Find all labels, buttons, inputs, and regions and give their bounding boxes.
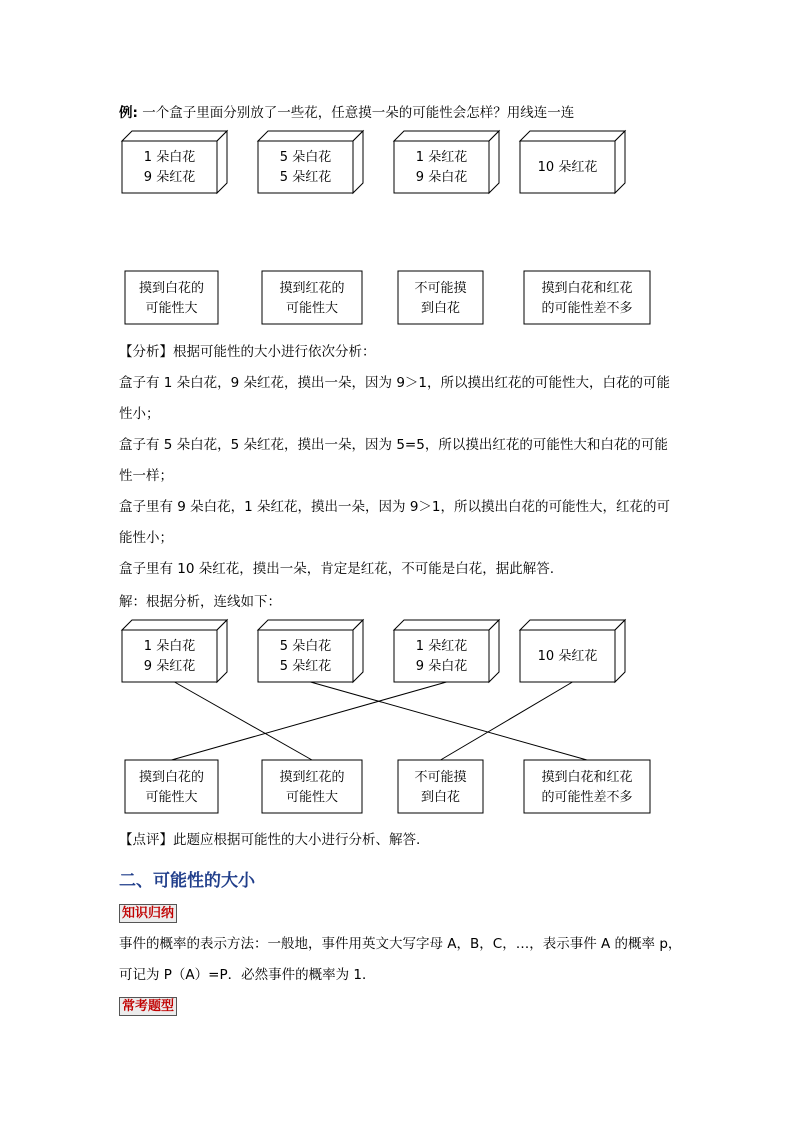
- option-box: [524, 760, 650, 813]
- option-line-1: 摸到红花的: [279, 770, 345, 785]
- option-line-2: 的可能性差不多: [541, 790, 633, 805]
- box-line-1: 1 朵白花: [143, 639, 196, 654]
- box-side-face: [217, 131, 227, 193]
- flower-box: [122, 131, 227, 193]
- flower-box: [520, 620, 625, 682]
- box-side-face: [217, 620, 227, 682]
- box-side-face: [353, 131, 363, 193]
- option-frame: [524, 271, 650, 324]
- box-top-face: [520, 131, 625, 141]
- box-line-2: 5 朵红花: [279, 170, 332, 185]
- knowledge-tag: 知识归纳: [119, 904, 177, 923]
- match-line: [172, 682, 447, 760]
- match-line: [441, 682, 573, 760]
- box-front-face: [122, 141, 217, 193]
- option-box: [398, 271, 483, 324]
- option-line-2: 到白花: [420, 301, 461, 316]
- knowledge-line: 可记为 P（A）=P．必然事件的概率为 1．: [119, 967, 376, 983]
- box-side-face: [489, 620, 499, 682]
- box-line-1: 1 朵白花: [143, 150, 196, 165]
- option-line-2: 可能性大: [145, 301, 198, 316]
- figure-solution: [0, 619, 794, 819]
- box-front-face: [394, 630, 489, 682]
- option-line-1: 不可能摸: [414, 281, 467, 296]
- option-line-1: 不可能摸: [414, 770, 467, 785]
- option-box: [125, 760, 218, 813]
- analysis-intro: 【分析】根据可能性的大小进行依次分析：: [119, 344, 376, 360]
- flower-box: [258, 620, 363, 682]
- box-front-face: [122, 630, 217, 682]
- option-line-2: 到白花: [420, 790, 461, 805]
- solution-intro: 解：根据分析，连线如下：: [119, 594, 281, 610]
- option-line-1: 摸到白花和红花: [541, 281, 633, 296]
- box-top-face: [258, 620, 363, 630]
- example-question: [119, 103, 574, 123]
- section-title: 二、可能性的大小: [119, 871, 255, 891]
- option-box: [524, 271, 650, 324]
- box-front-face: [258, 630, 353, 682]
- box-line-1: 1 朵红花: [415, 150, 468, 165]
- match-line: [175, 682, 313, 760]
- box-side-face: [615, 131, 625, 193]
- flower-box: [258, 131, 363, 193]
- analysis-line: 性一样；: [119, 468, 173, 484]
- box-side-face: [615, 620, 625, 682]
- box-line-1: 5 朵白花: [279, 639, 332, 654]
- box-top-face: [394, 620, 499, 630]
- option-box: [125, 271, 218, 324]
- box-line-2: 9 朵白花: [415, 659, 468, 674]
- example-question-text: 一个盒子里面分别放了一些花，任意摸一朵的可能性会怎样？用线连一连: [142, 105, 575, 121]
- comment: 【点评】此题应根据可能性的大小进行分析、解答.: [119, 832, 421, 848]
- analysis-line: 盒子有 1 朵白花，9 朵红花，摸出一朵，因为 9＞1，所以摸出红花的可能性大，白花的可能: [119, 375, 671, 391]
- option-line-1: 摸到白花和红花: [541, 770, 633, 785]
- box-line-2: 9 朵红花: [143, 659, 196, 674]
- option-box: [398, 760, 483, 813]
- option-frame: [262, 760, 362, 813]
- option-line-2: 可能性大: [145, 790, 198, 805]
- common-question-tag: 常考题型: [119, 997, 177, 1016]
- knowledge-line: 事件的概率的表示方法：一般地，事件用英文大写字母 A，B，C，…，表示事件 A 的概率 p，: [119, 936, 682, 952]
- option-line-1: 摸到白花的: [138, 770, 205, 785]
- option-frame: [524, 760, 650, 813]
- option-frame: [398, 271, 483, 324]
- analysis-line: 盒子有 5 朵白花，5 朵红花，摸出一朵，因为 5=5，所以摸出红花的可能性大和白花的可能: [119, 437, 668, 453]
- option-line-1: 摸到红花的: [279, 281, 345, 296]
- option-line-2: 可能性大: [285, 301, 339, 316]
- option-frame: [262, 271, 362, 324]
- option-box: [262, 271, 362, 324]
- analysis-line: 能性小；: [119, 530, 173, 546]
- box-line-2: 5 朵红花: [279, 659, 332, 674]
- box-line-1: 5 朵白花: [279, 150, 332, 165]
- box-top-face: [520, 620, 625, 630]
- box-top-face: [394, 131, 499, 141]
- box-side-face: [489, 131, 499, 193]
- flower-box: [394, 131, 499, 193]
- option-frame: [398, 760, 483, 813]
- match-line: [311, 682, 588, 760]
- box-side-face: [353, 620, 363, 682]
- box-top-face: [258, 131, 363, 141]
- figure-question: [0, 130, 794, 330]
- flower-box: [394, 620, 499, 682]
- analysis-line: 盒子里有 9 朵白花，1 朵红花，摸出一朵，因为 9＞1，所以摸出白花的可能性大，红花的可: [119, 499, 671, 515]
- box-line-2: 9 朵白花: [415, 170, 468, 185]
- box-top-face: [122, 131, 227, 141]
- box-top-face: [122, 620, 227, 630]
- flower-box: [520, 131, 625, 193]
- box-line-1: 10 朵红花: [537, 649, 598, 664]
- example-prefix: 例:: [119, 105, 138, 121]
- option-frame: [125, 760, 218, 813]
- analysis-line: 性小；: [119, 406, 160, 422]
- box-line-2: 9 朵红花: [143, 170, 196, 185]
- flower-box: [122, 620, 227, 682]
- box-line-1: 1 朵红花: [415, 639, 468, 654]
- option-line-1: 摸到白花的: [138, 281, 205, 296]
- analysis-line: 盒子里有 10 朵红花，摸出一朵，肯定是红花，不可能是白花，据此解答.: [119, 561, 555, 577]
- box-front-face: [394, 141, 489, 193]
- option-line-2: 可能性大: [285, 790, 339, 805]
- option-box: [262, 760, 362, 813]
- box-line-1: 10 朵红花: [537, 160, 598, 175]
- option-frame: [125, 271, 218, 324]
- box-front-face: [258, 141, 353, 193]
- option-line-2: 的可能性差不多: [541, 301, 633, 316]
